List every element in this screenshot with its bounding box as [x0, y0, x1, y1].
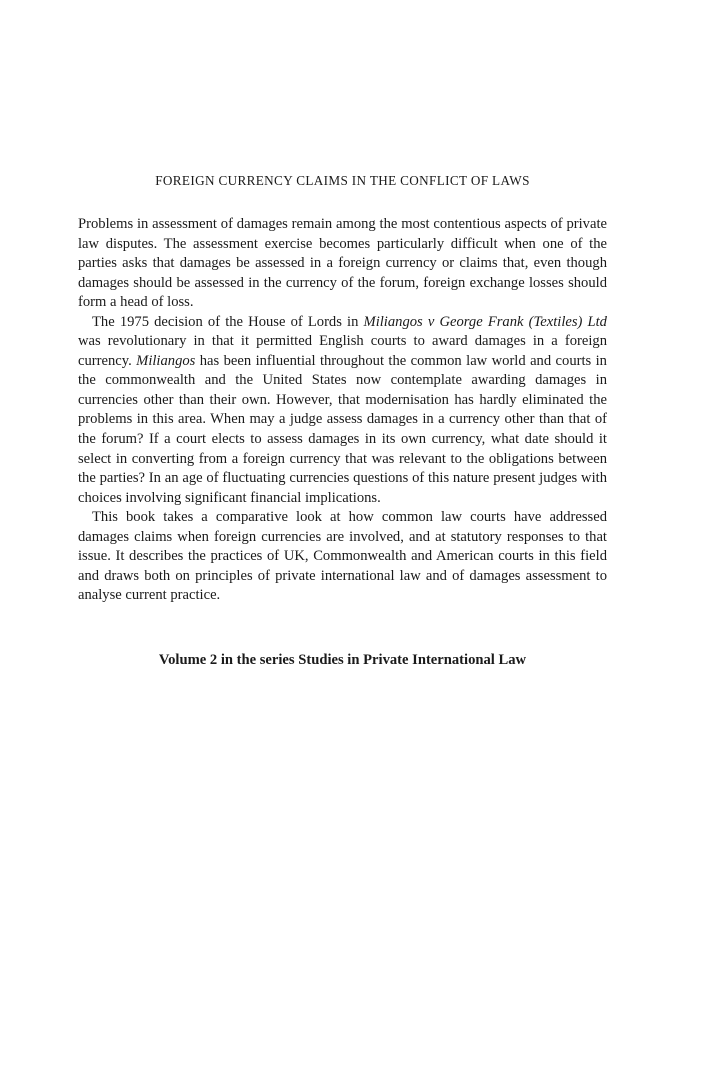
- case-citation-italic: Miliangos v George Frank (Textiles) Ltd: [363, 313, 607, 330]
- series-note: Volume 2 in the series Studies in Private International Law: [158, 652, 527, 668]
- paragraph-3: This book takes a comparative look at how common law courts have addressed damages claims when foreign currencies are involved, and at statutory responses to that issue. It describes the practices of UK, Commonwealth and American courts in this field and draws both on principles of private international law and of damages assessment to analyse current practice.: [78, 509, 607, 604]
- paragraph-2: The 1975 decision of the House of Lords in Miliangos v George Frank (Textiles) Ltd was revolutionary in that it permitted English courts to award damages in a foreign currency. Miliangos has been influential throughout the common law world and courts in the commonwealth and the United States now contemplate awarding damages in currencies other than their own. However, that modernisation has hardly eliminated the problems in this area. When may a judge assess damages in a currency other than that of the forum? If a court elects to assess damages in its own currency, what date should it select in converting from a foreign currency that was relevant to the obligations between the parties? In an age of fluctuating currencies questions of this nature present judges with choices involving significant financial implications.: [78, 313, 607, 506]
- running-head: FOREIGN CURRENCY CLAIMS IN THE CONFLICT OF LAWS: [155, 173, 530, 188]
- blurb-body: [78, 215, 607, 606]
- case-citation-italic: Miliangos: [136, 352, 196, 369]
- paragraph-1: Problems in assessment of damages remain among the most contentious aspects of private law disputes. The assessment exercise becomes particularly difficult when one of the parties asks that damages be assessed in a foreign currency or claims that, even though damages should be assessed in the currency of the forum, foreign exchange losses should form a head of loss.: [78, 216, 607, 311]
